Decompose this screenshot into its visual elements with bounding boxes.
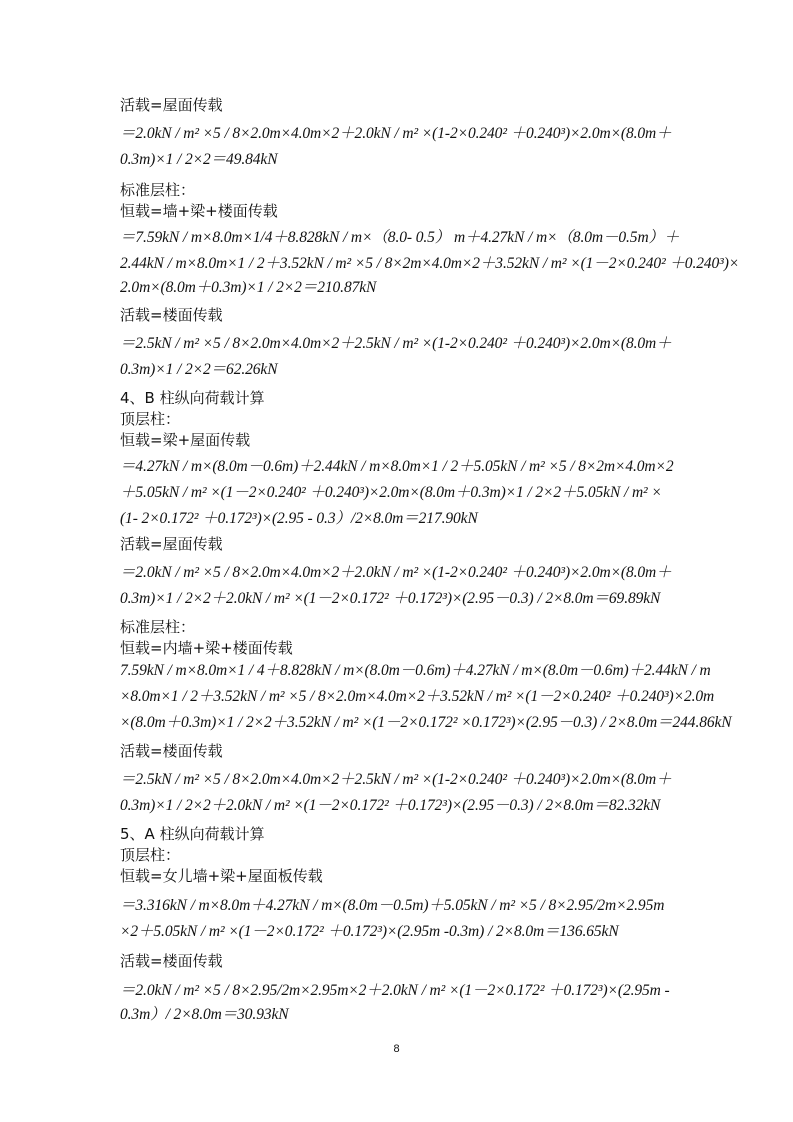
top-floor-column-heading: 顶层柱： — [120, 410, 181, 428]
formula-line: 2.44kN / m×8.0m×1 / 2＋3.52kN / m² ×5 / 8×2m×4.0m×2＋3.52kN / m² ×(1－2×0.240² ＋0.240³)× — [120, 255, 740, 272]
live-load-floor-heading: 活载=楼面传载 — [120, 306, 223, 324]
formula-line: 0.3m)×1 / 2×2＝49.84kN — [120, 151, 278, 168]
formula-line: ＝2.0kN / m² ×5 / 8×2.0m×4.0m×2＋2.0kN / m² ×(1-2×0.240² ＋0.240³)×2.0m×(8.0m＋ — [120, 125, 672, 142]
formula-line: (1- 2×0.172² ＋0.172³)×(2.95 - 0.3）/2×8.0m＝217.90kN — [120, 510, 478, 527]
formula-line: ＝2.5kN / m² ×5 / 8×2.0m×4.0m×2＋2.5kN / m² ×(1-2×0.240² ＋0.240³)×2.0m×(8.0m＋ — [120, 771, 672, 788]
dead-load-heading: 恒载=梁+屋面传载 — [120, 431, 251, 449]
formula-line: ＝4.27kN / m×(8.0m－0.6m)＋2.44kN / m×8.0m×1 / 2＋5.05kN / m² ×5 / 8×2m×4.0m×2 — [120, 458, 674, 475]
formula-line: ＝3.316kN / m×8.0m＋4.27kN / m×(8.0m－0.5m)＋5.05kN / m² ×5 / 8×2.95/2m×2.95m — [120, 897, 665, 914]
page-number: 8 — [393, 1043, 400, 1055]
standard-floor-column-heading: 标准层柱： — [120, 618, 196, 636]
dead-load-heading: 恒载=女儿墙+梁+屋面板传载 — [120, 867, 323, 885]
section-heading-a-column: 5、A 柱纵向荷载计算 — [120, 825, 265, 843]
section-heading-b-column: 4、B 柱纵向荷载计算 — [120, 389, 265, 407]
formula-line: 7.59kN / m×8.0m×1 / 4＋8.828kN / m×(8.0m－0.6m)＋4.27kN / m×(8.0m－0.6m)＋2.44kN / m — [120, 662, 711, 679]
formula-line: 2.0m×(8.0m＋0.3m)×1 / 2×2＝210.87kN — [120, 279, 377, 296]
formula-line: ×2＋5.05kN / m² ×(1－2×0.172² ＋0.172³)×(2.95m -0.3m) / 2×8.0m＝136.65kN — [120, 923, 619, 940]
formula-line: ＝2.0kN / m² ×5 / 8×2.95/2m×2.95m×2＋2.0kN / m² ×(1－2×0.172² ＋0.172³)×(2.95m - — [120, 982, 670, 999]
live-load-roof-heading: 活载=屋面传载 — [120, 535, 223, 553]
formula-line: 0.3m）/ 2×8.0m＝30.93kN — [120, 1006, 289, 1023]
live-load-roof-heading: 活载=屋面传载 — [120, 96, 223, 114]
formula-line: ＝2.0kN / m² ×5 / 8×2.0m×4.0m×2＋2.0kN / m² ×(1-2×0.240² ＋0.240³)×2.0m×(8.0m＋ — [120, 564, 672, 581]
formula-line: 0.3m)×1 / 2×2＋2.0kN / m² ×(1－2×0.172² ＋0.172³)×(2.95－0.3) / 2×8.0m＝82.32kN — [120, 797, 661, 814]
dead-load-heading: 恒载=内墙+梁+楼面传载 — [120, 639, 293, 657]
standard-floor-column-heading: 标准层柱： — [120, 181, 196, 199]
formula-line: 0.3m)×1 / 2×2＋2.0kN / m² ×(1－2×0.172² ＋0.172³)×(2.95－0.3) / 2×8.0m＝69.89kN — [120, 590, 661, 607]
formula-line: ＋5.05kN / m² ×(1－2×0.240² ＋0.240³)×2.0m×(8.0m＋0.3m)×1 / 2×2＋5.05kN / m² × — [120, 484, 662, 501]
formula-line: ＝7.59kN / m×8.0m×1/4＋8.828kN / m×（8.0- 0.5） m＋4.27kN / m×（8.0m－0.5m）＋ — [120, 229, 680, 246]
formula-line: ×8.0m×1 / 2＋3.52kN / m² ×5 / 8×2.0m×4.0m×2＋3.52kN / m² ×(1－2×0.240² ＋0.240³)×2.0m — [120, 688, 715, 705]
formula-line: ×(8.0m＋0.3m)×1 / 2×2＋3.52kN / m² ×(1－2×0.172² ×0.172³)×(2.95－0.3) / 2×8.0m＝244.86kN — [120, 714, 732, 731]
live-load-floor-heading: 活载=楼面传载 — [120, 952, 223, 970]
dead-load-heading: 恒载=墙+梁+楼面传载 — [120, 202, 278, 220]
formula-line: 0.3m)×1 / 2×2＝62.26kN — [120, 361, 278, 378]
top-floor-column-heading: 顶层柱： — [120, 846, 181, 864]
formula-line: ＝2.5kN / m² ×5 / 8×2.0m×4.0m×2＋2.5kN / m² ×(1-2×0.240² ＋0.240³)×2.0m×(8.0m＋ — [120, 335, 672, 352]
live-load-floor-heading: 活载=楼面传载 — [120, 742, 223, 760]
